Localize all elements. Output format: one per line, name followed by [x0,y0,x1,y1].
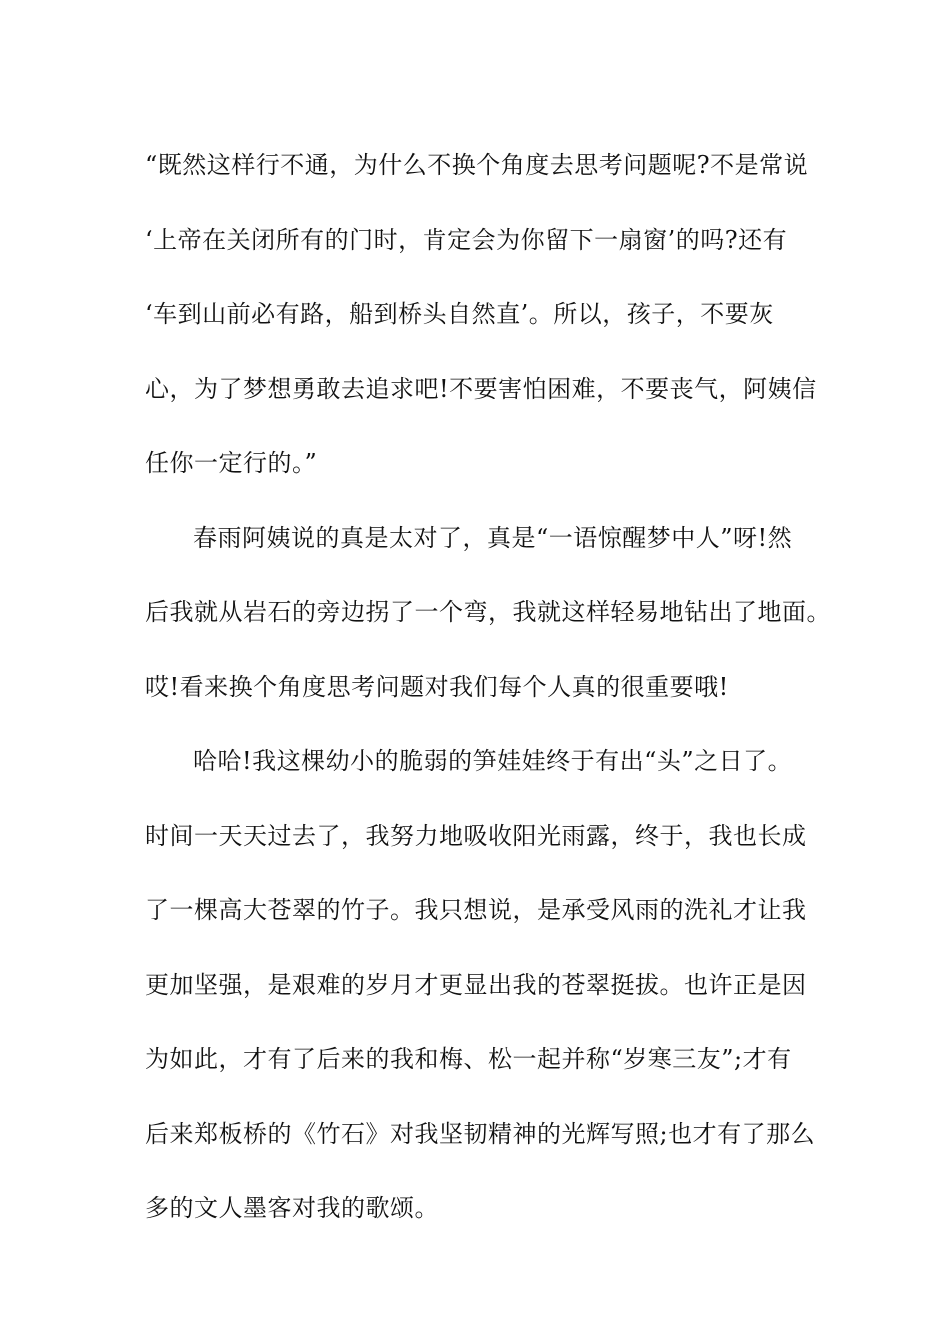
text-line: 为如此，才有了后来的我和梅、松一起并称“岁寒三友”;才有 [145,1045,792,1073]
text-line: 了一棵高大苍翠的竹子。我只想说，是承受风雨的洗礼才让我 [145,896,807,924]
body-text [145,128,831,1246]
text-line: ‘车到山前必有路，船到桥头自然直’。所以，孩子，不要灰 [145,300,774,328]
text-line: 哎!看来换个角度思考问题对我们每个人真的很重要哦! [145,672,729,701]
text-line: ‘上帝在关闭所有的门时，肯定会为你留下一扇窗’的吗?还有 [145,225,788,254]
text-line: 任你一定行的。” [145,449,318,477]
paragraph-start-line: 哈哈!我这棵幼小的脆弱的笋娃娃终于有出“头”之日了。 [193,747,793,775]
text-line: 多的文人墨客对我的歌颂。 [145,1194,439,1222]
text-line: 后来郑板桥的《竹石》对我坚韧精神的光辉写照;也才有了那么 [145,1119,816,1148]
text-line: 后我就从岩石的旁边拐了一个弯，我就这样轻易地钻出了地面。 [145,598,831,626]
text-line: “既然这样行不通，为什么不换个角度去思考问题呢?不是常说 [145,151,809,179]
text-line: 更加坚强，是艰难的岁月才更显出我的苍翠挺拔。也许正是因 [145,970,807,999]
text-line: 心，为了梦想勇敢去追求吧!不要害怕困难，不要丧气，阿姨信 [145,374,817,403]
paragraph-start-line: 春雨阿姨说的真是太对了，真是“一语惊醒梦中人”呀!然 [193,523,793,552]
text-line: 时间一天天过去了，我努力地吸收阳光雨露，终于，我也长成 [145,821,807,850]
